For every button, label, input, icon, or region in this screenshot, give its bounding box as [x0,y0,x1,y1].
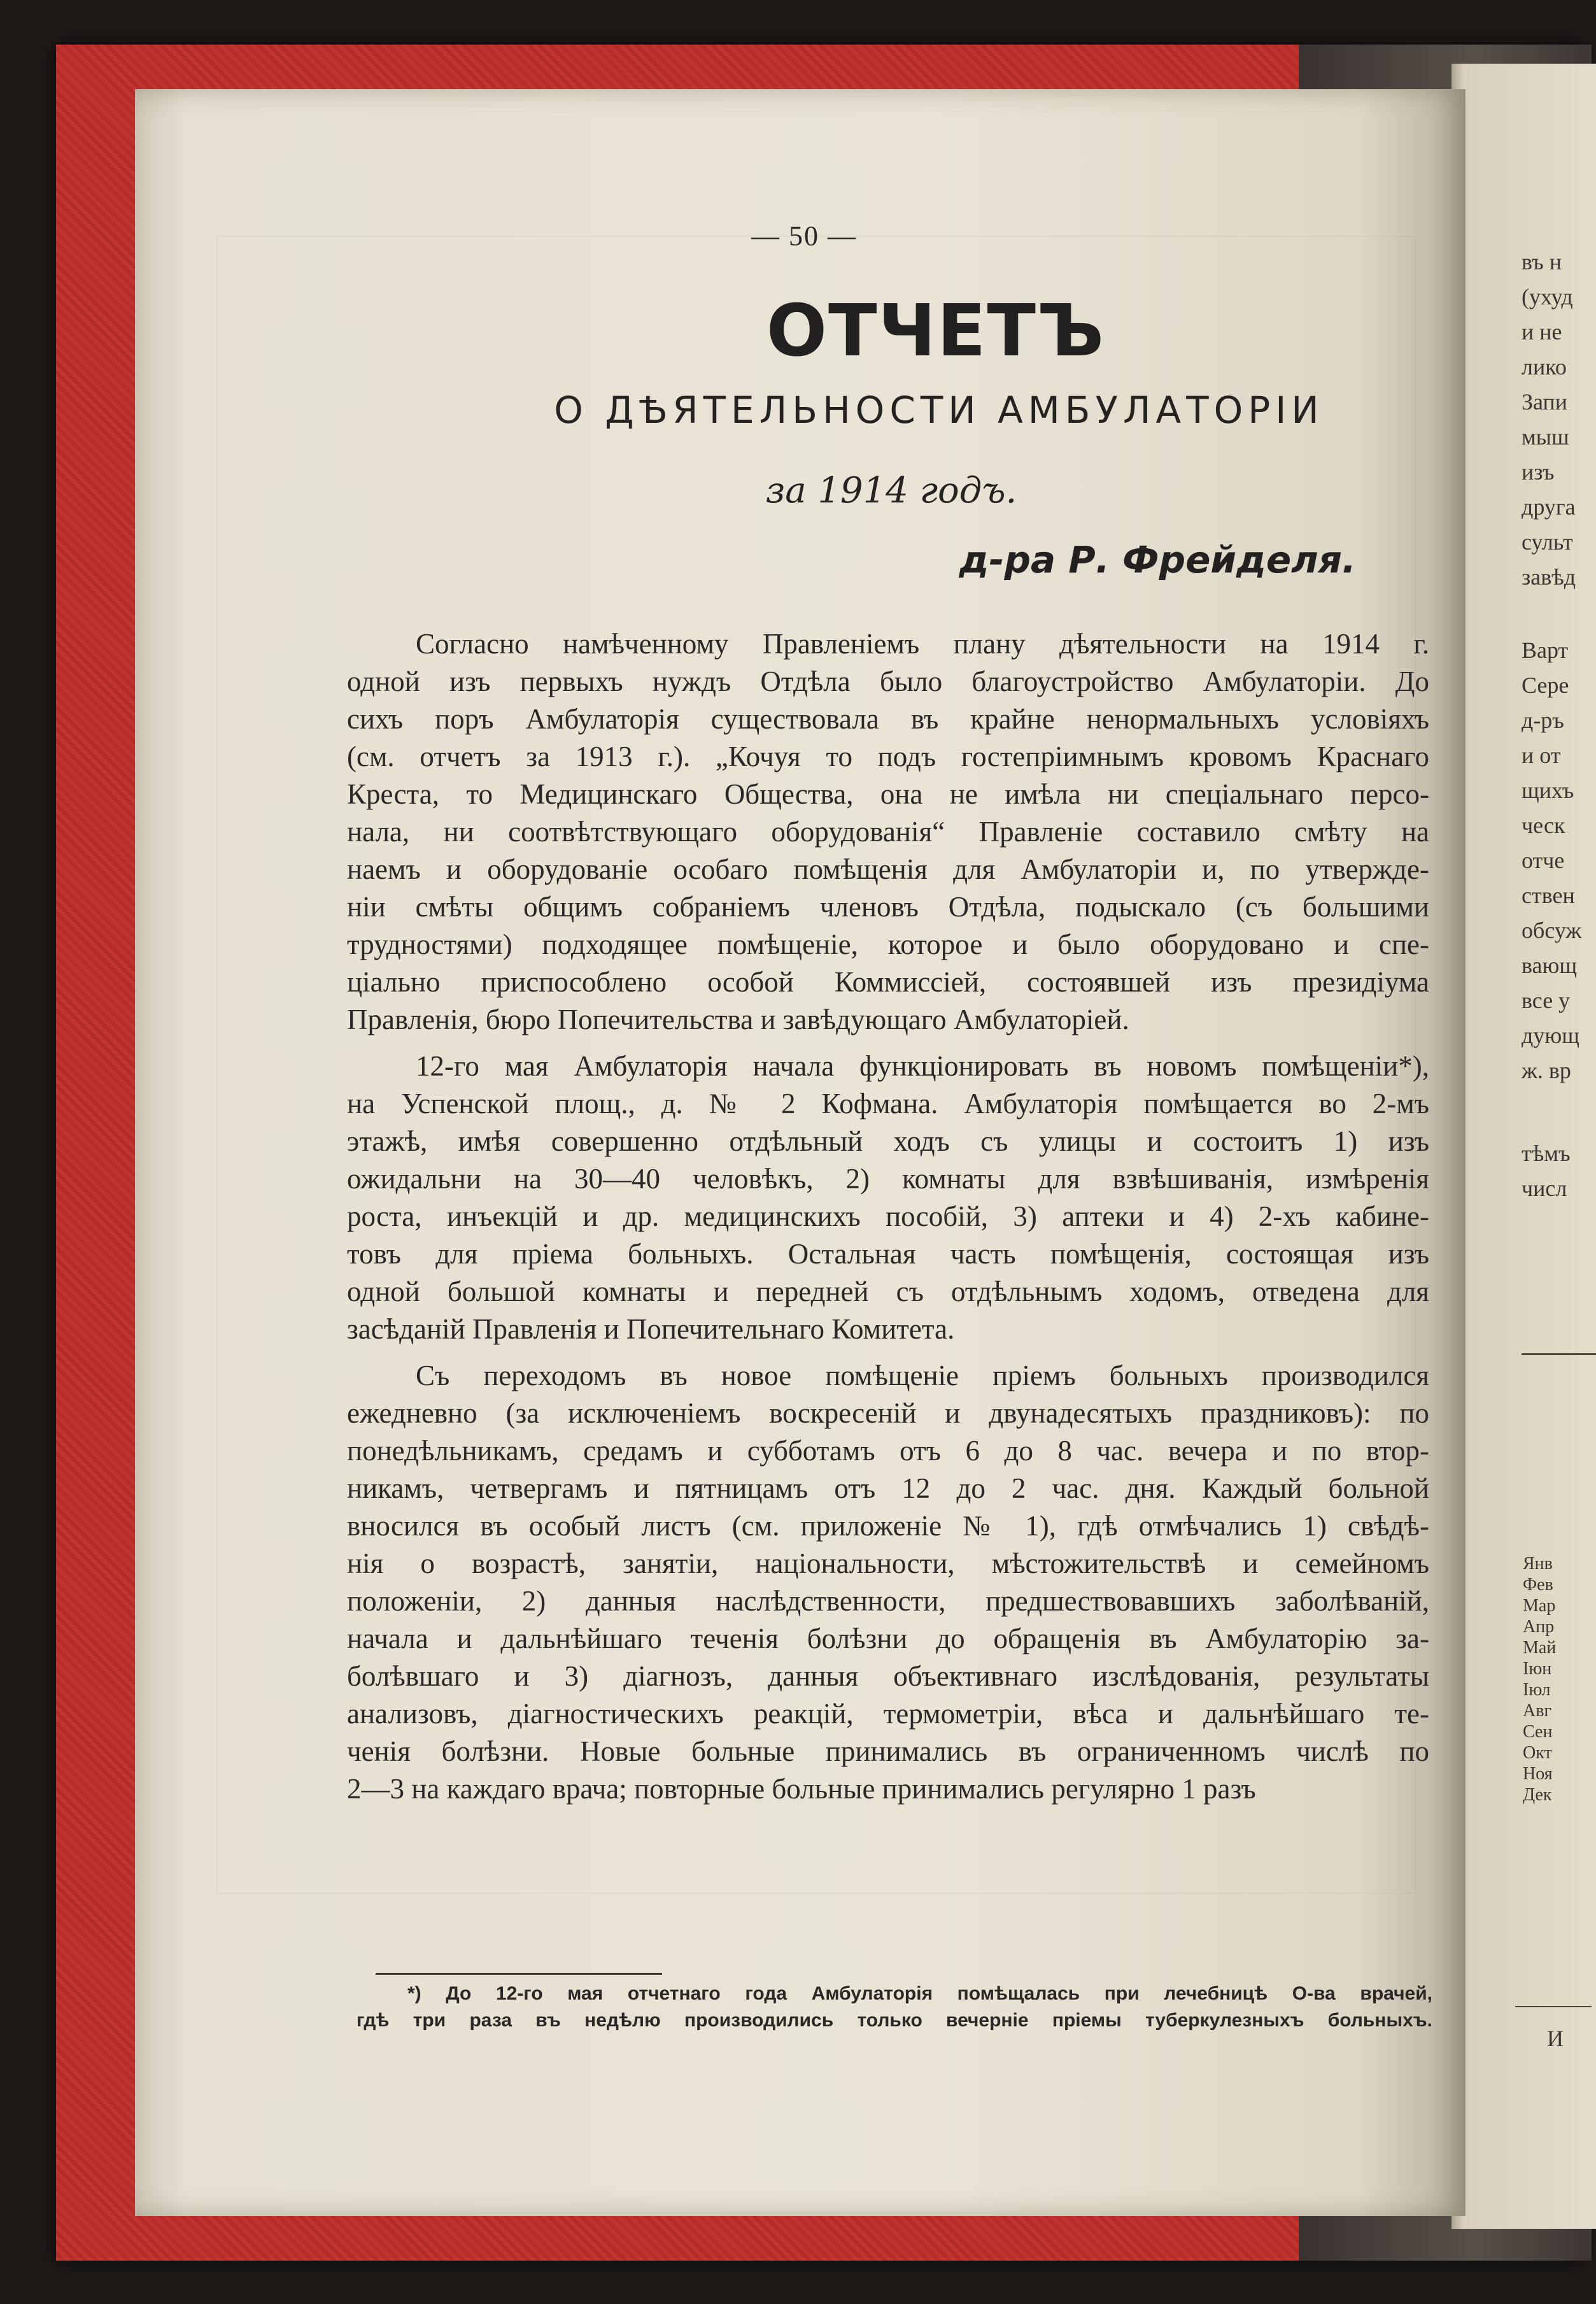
text-line: начала и дальнѣйшаго теченія болѣзни до обращенія въ Амбулаторію за- [347,1623,1429,1654]
text-line: ніи смѣты общимъ собраніемъ членовъ Отдѣла, подыскало (съ большими [347,891,1429,923]
next-page-line: щихъ [1522,778,1574,803]
next-page-table-line: Окт [1523,1743,1552,1763]
footnote-rule [376,1973,662,1975]
text-line: засѣданій Правленія и Попечительнаго Комитета. [347,1313,955,1345]
text-line: болѣвшаго и 3) діагнозъ, данныя объективнаго изслѣдованія, результаты [347,1660,1429,1692]
text-line: одной большой комнаты и передней съ отдѣльнымъ ходомъ, отведена для [347,1276,1429,1307]
footnote-line: *) До 12-го мая отчетнаго года Амбулаторія помѣщалась при лечебницѣ О-ва врачей, [407,1983,1432,2004]
next-page-total: И [1547,2026,1564,2051]
next-page [1451,64,1596,2229]
next-page-table-line: Дек [1523,1785,1552,1805]
next-page-table-line: Сен [1523,1722,1553,1742]
next-page-line: завѣд [1522,564,1576,590]
next-page-line: въ н [1522,249,1562,274]
text-line: одной изъ первыхъ нуждъ Отдѣла было благоустройство Амбулаторіи. До [347,665,1429,697]
text-line: вносился въ особый листъ (см. приложеніе № 1), гдѣ отмѣчались 1) свѣдѣ- [347,1510,1429,1542]
next-page-table-line: Іюл [1523,1680,1551,1700]
text-line: нала, ни соотвѣтствующаго оборудованія“ Правленіе составило смѣту на [347,816,1429,848]
text-line: Правленія, бюро Попечительства и завѣдующаго Амбулаторіей. [347,1004,1129,1035]
text-line: Согласно намѣченному Правленіемъ плану дѣятельности на 1914 г. [416,628,1429,660]
next-page-line: дующ [1522,1023,1579,1048]
paragraph [347,1357,1429,1808]
next-page-line: лико [1522,354,1567,380]
page-number: — 50 — [751,220,857,252]
text-line: положеніи, 2) данныя наслѣдственности, предшествовавшихъ заболѣваній, [347,1585,1429,1617]
next-page-line: изъ [1522,459,1555,485]
text-line: ожидальни на 30—40 человѣкъ, 2) комнаты для взвѣшиванія, измѣренія [347,1163,1429,1195]
next-page-table-line: Апр [1523,1617,1555,1637]
page-title: ОТЧЕТЪ [766,290,1106,373]
text-line: сихъ поръ Амбулаторія существовала въ крайне ненормальныхъ условіяхъ [347,703,1429,735]
next-page-table-line: Фев [1523,1575,1553,1595]
text-line: на Успенской площ., д. № 2 Кофмана. Амбулаторія помѣщается во 2-мъ [347,1088,1429,1120]
text-line: наемъ и оборудованіе особаго помѣщенія для Амбулаторіи и, по утвержде- [347,853,1429,885]
text-line: роста, инъекцій и др. медицинскихъ пособій, 3) аптеки и 4) 2-хъ кабине- [347,1200,1429,1232]
next-page-table-line: Янв [1523,1554,1553,1574]
next-page-line: тѣмъ [1522,1141,1571,1166]
text-line: 2—3 на каждаго врача; повторные больные принимались регулярно 1 разъ [347,1773,1256,1805]
next-page-table-line: Іюн [1523,1659,1552,1679]
footnote-line: гдѣ три раза въ недѣлю производились только вечерніе пріемы туберкулезныхъ больныхъ. [357,2010,1432,2031]
next-page-line: Варт [1522,637,1569,663]
next-page-rule [1515,2006,1592,2007]
next-page-line: числ [1522,1176,1567,1201]
next-page-line: вающ [1522,953,1578,978]
next-page-line: ствен [1522,883,1575,908]
text-line: ціально приспособлено особой Коммиссіей, состоявшей изъ президіума [347,966,1429,998]
text-line: Съ переходомъ въ новое помѣщеніе пріемъ больныхъ производился [416,1360,1429,1391]
paragraph [347,1048,1429,1348]
next-page-line: Запи [1522,389,1568,415]
next-page-line: (ухуд [1522,284,1573,309]
next-page-line: обсуж [1522,918,1582,943]
next-page-table-line: Май [1523,1638,1557,1658]
report-year: за 1914 годъ. [765,470,1017,511]
next-page-table-line: Ноя [1523,1764,1553,1784]
next-page-line: сульт [1522,529,1573,555]
page-subtitle: О ДѢЯТЕЛЬНОСТИ АМБУЛАТОРІИ [554,388,1324,432]
next-page-line: и от [1522,743,1561,768]
next-page-line: отче [1522,848,1565,873]
text-line: анализовъ, діагностическихъ реакцій, термометріи, вѣса и дальнѣйшаго те- [347,1698,1429,1730]
next-page-table-line: Мар [1523,1596,1556,1616]
text-line: 12-го мая Амбулаторія начала функціонировать въ новомъ помѣщеніи*), [416,1050,1429,1082]
text-line: трудностями) подходящее помѣщеніе, которое и было оборудовано и спе- [347,928,1429,960]
next-page-line: д-ръ [1522,708,1564,733]
next-page-rule [1522,1353,1596,1355]
next-page-line: Сере [1522,672,1569,698]
next-page-line: друга [1522,494,1576,520]
text-line: товъ для пріема больныхъ. Остальная часть помѣщенія, состоящая изъ [347,1238,1429,1270]
text-line: Креста, то Медицинскаго Общества, она не имѣла ни спеціальнаго персо- [347,778,1429,810]
text-line: понедѣльникамъ, средамъ и субботамъ отъ 6 до 8 час. вечера и по втор- [347,1435,1429,1467]
next-page-table-line: Авг [1523,1701,1551,1721]
author: д-ра Р. Фрейделя. [959,538,1356,581]
text-line: ежедневно (за исключеніемъ воскресеній и двунадесятыхъ праздниковъ): по [347,1397,1429,1429]
footnote [357,1980,1432,2034]
next-page-line: мыш [1522,424,1569,450]
text-line: (см. отчетъ за 1913 г.). „Кочуя то подъ гостепріимнымъ кровомъ Краснаго [347,741,1429,772]
next-page-line: и не [1522,319,1562,345]
text-line: никамъ, четвергамъ и пятницамъ отъ 12 до 2 час. дня. Каждый больной [347,1472,1429,1504]
next-page-line: ческ [1522,813,1565,838]
text-line: ченія болѣзни. Новые больные принимались въ ограниченномъ числѣ по [347,1735,1429,1767]
next-page-line: ж. вр [1522,1058,1571,1083]
next-page-line: все у [1522,988,1571,1013]
body-text [347,625,1429,1817]
paragraph [347,625,1429,1039]
text-line: этажѣ, имѣя совершенно отдѣльный ходъ съ улицы и состоитъ 1) изъ [347,1125,1429,1157]
text-line: нія о возрастѣ, занятіи, національности, мѣстожительствѣ и семейномъ [347,1547,1429,1579]
